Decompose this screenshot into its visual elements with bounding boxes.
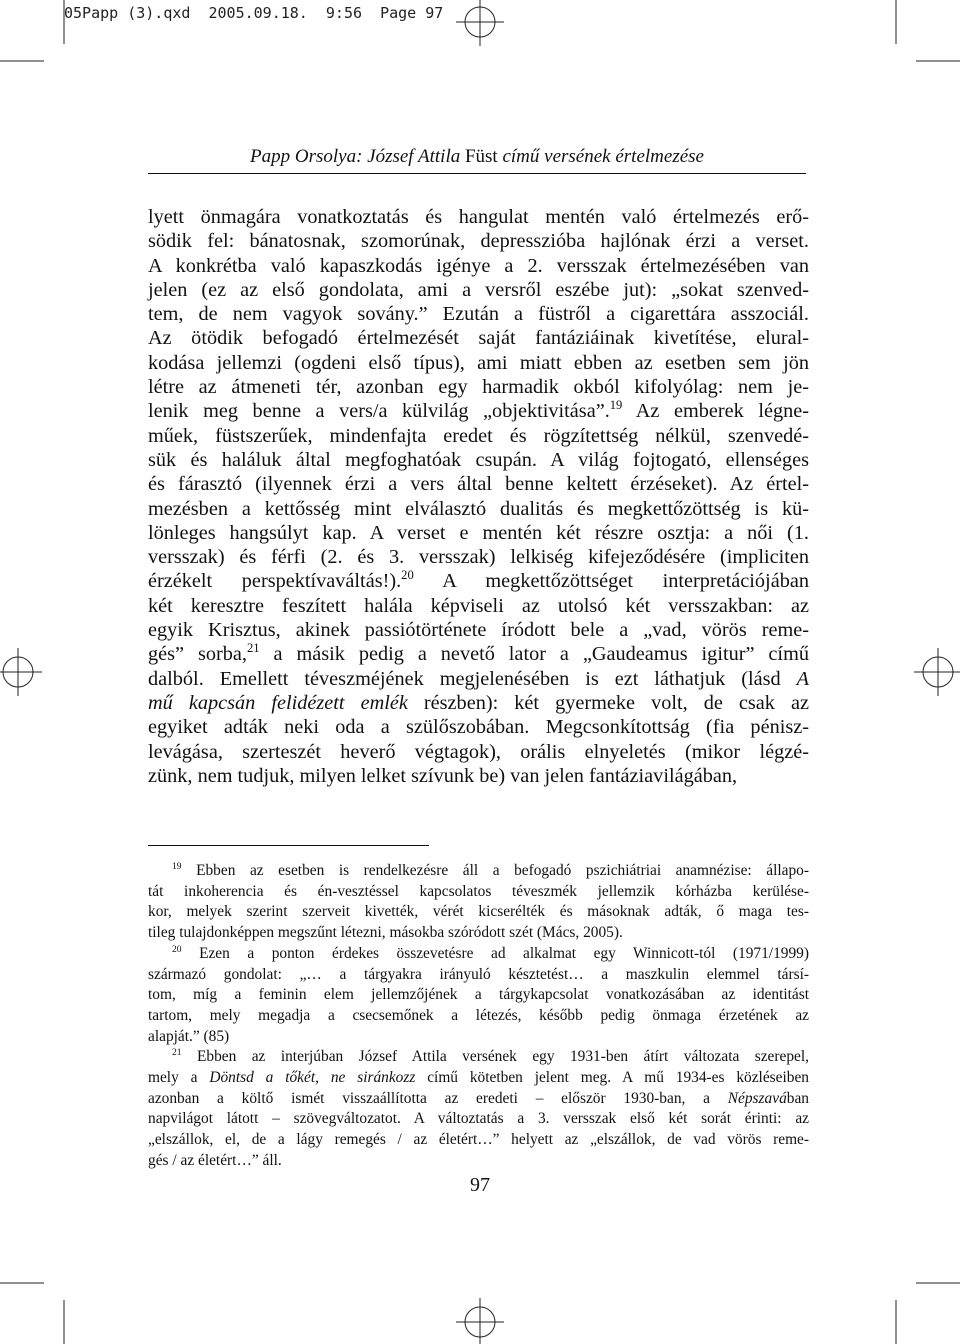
body-line — [148, 667, 809, 691]
body-text-run: Az emberek légne- — [622, 400, 809, 423]
page-number: 97 — [470, 1174, 490, 1196]
body-line — [148, 375, 809, 399]
body-text-run: A konkrétba való kapaszkodás igénye a 2. versszak értelmezésében van — [148, 254, 809, 277]
body-line — [148, 497, 809, 521]
footnote-text: Ezen a ponton érdekes összevetésre ad alkalmat egy Winnicott-tól (1971/1999) — [181, 944, 809, 962]
body-line — [148, 448, 809, 472]
body-text-run: sük és haláluk által megfoghatóak csupán. A világ fojtogató, ellenséges — [148, 448, 809, 471]
body-line — [148, 691, 809, 715]
footnote-line — [148, 1151, 809, 1172]
body-text-run: tem, de nem vagyok sovány.” Ezután a füstről a cigarettára asszociál. — [148, 303, 809, 326]
footnote-ref: 21 — [246, 641, 260, 656]
body-text-run: a másik pedig a nevető lator a „Gaudeamus igitur” című — [259, 643, 809, 666]
footnote-rule — [148, 845, 429, 846]
footnote-line — [148, 1089, 809, 1110]
body-line — [148, 326, 809, 350]
footnote-line — [148, 1109, 809, 1130]
body-italic: A — [796, 667, 809, 690]
body-line — [148, 569, 809, 593]
footnote-text: tileg tulajdonképpen megszűnt létezni, másokba szóródott szét (Mács, 2005). — [148, 924, 623, 942]
footnote-line — [148, 985, 809, 1006]
body-line — [148, 302, 809, 326]
footnote-line — [148, 882, 809, 903]
body-line — [148, 594, 809, 618]
body-text-run: részben): két gyermeke volt, de csak az — [407, 691, 809, 714]
header-rest: című versének értelmezése — [502, 146, 704, 167]
body-line — [148, 399, 809, 423]
body-line — [148, 229, 809, 253]
footnote-text: tom, míg a feminin elem jellemzőjének a tárgykapcsolat vonatkozásában az identitást — [148, 986, 809, 1004]
footnote-line — [148, 1047, 809, 1068]
body-text-run: egyiket adták neki oda a szülőszobában. Megcsonkítottság (fia pénisz- — [148, 716, 809, 739]
header-poem-title: Füst — [464, 146, 498, 167]
body-text-run: gés” sorba, — [148, 643, 247, 666]
footnote-text: tartom, mely megadja a csecsemőnek a létezés, később pedig önmaga érzetének az — [148, 1006, 809, 1024]
body-text-run: dalból. Emellett téveszméjének megjelenésében is ezt láthatjuk (lásd — [148, 667, 797, 690]
body-text-run: mezésben a kettősség mint elválasztó dualitás és megkettőzöttség is kü- — [148, 497, 809, 520]
footnote-text: mely a — [148, 1069, 210, 1087]
body-text-run: södik fel: bánatosnak, szomorúnak, depresszióba hajlónak érzi a verset. — [148, 230, 809, 253]
footnote-line — [148, 1027, 809, 1048]
body-text-run: lyett önmagára vonatkoztatás és hangulat mentén való értelmezés erő- — [148, 206, 809, 228]
footnote-line — [148, 902, 809, 923]
body-text-run: A megkettőzöttséget interpretációjában — [413, 570, 809, 593]
footnote-text: származó gondolat: „… a tárgyakra irányuló késztetést… a maszkulin elemmel társí- — [148, 965, 809, 983]
footnote-text: alapját.” (85) — [148, 1027, 230, 1045]
body-line — [148, 351, 809, 375]
footnote-text: ban — [786, 1089, 809, 1107]
body-line — [148, 254, 809, 278]
footnote-text: „elszállok, el, de a lágy remegés / az életért…” helyett az „elszállok, de vad vörös reme- — [148, 1131, 809, 1149]
footnote-text: Ebben az esetben is rendelkezésre áll a befogadó pszichiátriai anamnézise: állapo- — [181, 862, 809, 879]
body-line — [148, 740, 809, 764]
body-text-run: jelen (ez az első gondolata, ami a versről eszébe jut): „sokat szenved- — [148, 278, 809, 301]
body-text-run: és fárasztó (ilyennek érzi a vers által benne keltett érzéseket). Az értel- — [148, 473, 809, 496]
header-rule — [148, 173, 806, 174]
body-line — [148, 545, 809, 569]
footnote-text: Ebben az interjúban József Attila versének egy 1931-ben átírt változata szerepel, — [181, 1048, 809, 1066]
body-line — [148, 521, 809, 545]
body-line — [148, 472, 809, 496]
body-line — [148, 278, 809, 302]
body-text-run: lenik meg benne a vers/a külvilág „objektivitása”. — [148, 400, 610, 423]
body-text-run: zünk, nem tudjuk, milyen lelket szívunk be) van jelen fantáziavilágában, — [148, 764, 738, 787]
footnote-line — [148, 944, 809, 965]
body-text-run: Az ötödik befogadó értelmezését saját fantáziáinak kivetítése, elural- — [148, 327, 809, 350]
body-line — [148, 618, 809, 642]
footnotes — [148, 861, 809, 1172]
body-text-run: levágása, szerteszét heverő végtagok), orális elnyeletés (mikor légzé- — [148, 740, 809, 763]
footnote-text: gés / az életért…” áll. — [148, 1151, 282, 1169]
body-line — [148, 642, 809, 666]
footnote-text: című kötetben jelent meg. A mű 1934-es közléseiben — [415, 1069, 809, 1087]
body-italic: mű kapcsán felidézett emlék — [148, 691, 408, 714]
body-line — [148, 715, 809, 739]
body-text-run: versszak) és férfi (2. és 3. versszak) lelkiség kifejeződésére (impliciten — [148, 546, 809, 569]
print-slug: 05Papp (3).qxd 2005.09.18. 9:56 Page 97 — [64, 4, 444, 22]
header-poet: József Attila — [367, 146, 461, 167]
body-text-run: létre az átmeneti tér, azonban egy harmadik okból kifolyólag: nem je- — [148, 376, 809, 399]
footnote-text: azonban a költő ismét visszaállította az eredeti – először 1930-ban, a — [148, 1089, 728, 1107]
footnote-italic: Népszavá — [727, 1089, 787, 1107]
body-text-run: egyik Krisztus, akinek passiótörténete íródott bele a „vad, vörös reme- — [148, 619, 809, 642]
body-text-run: két keresztre feszített halála képviseli az utolsó két versszakban: az — [148, 594, 809, 617]
body-text — [148, 205, 809, 788]
footnote-line — [148, 923, 809, 944]
footnote-line — [148, 861, 809, 882]
body-line — [148, 205, 809, 229]
footnote-number: 21 — [172, 1047, 182, 1059]
footnote-line — [148, 1006, 809, 1027]
footnote-text: kor, melyek szerint szerveit kivették, vérét kicserélték és másoknak adták, ő maga tes- — [148, 903, 809, 921]
footnote-text: napvilágot látott – szövegváltozatot. A változtatás a 3. versszak első két sorát érinti: az — [148, 1110, 809, 1128]
running-header — [148, 146, 806, 168]
footnote-text: tát inkoherencia és én-vesztéssel kapcsolatos téveszmék jellemzik kórházba kerülése- — [148, 882, 809, 900]
footnote-line — [148, 1068, 809, 1089]
body-text-run: érzékelt perspektívaváltás!). — [148, 570, 402, 593]
footnote-number: 19 — [172, 861, 182, 873]
body-text-run: kodása jellemzi (ogdeni első típus), ami miatt ebben az esetben sem jön — [148, 351, 809, 374]
footnote-ref: 20 — [401, 568, 414, 583]
footnote-line — [148, 965, 809, 986]
footnote-italic: Döntsd a tőkét, ne siránkozz — [209, 1069, 416, 1087]
footnote-line — [148, 1130, 809, 1151]
body-line — [148, 424, 809, 448]
body-text-run: lönleges hangsúlyt kap. A verset e mentén két részre osztja: a női (1. — [148, 521, 809, 544]
footnote-number: 20 — [172, 943, 182, 955]
footnote-ref: 19 — [609, 398, 623, 413]
body-text-run: műek, füstszerűek, mindenfajta eredet és rögzítettség nélkül, szenvedé- — [148, 424, 809, 447]
header-author: Papp Orsolya: — [250, 146, 363, 167]
body-line — [148, 764, 809, 788]
